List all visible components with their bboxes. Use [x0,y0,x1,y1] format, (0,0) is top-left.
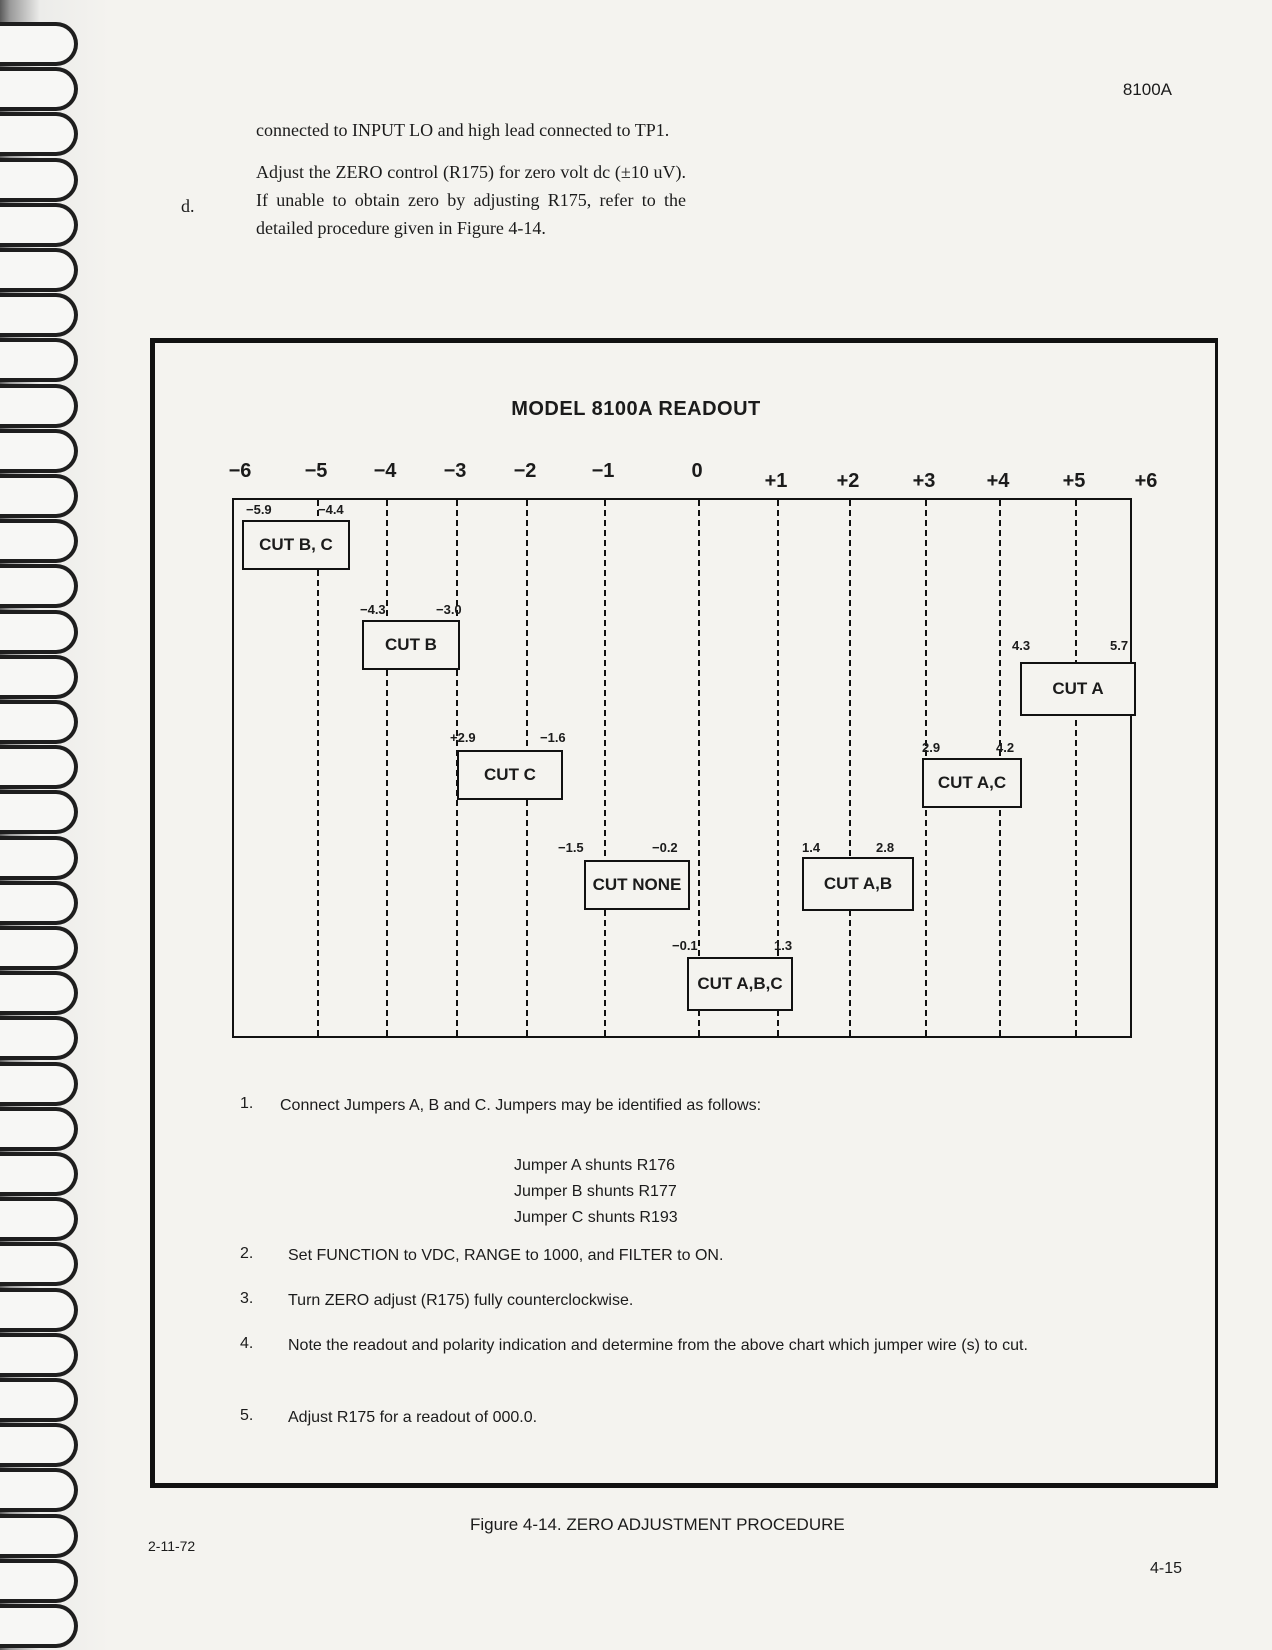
binding-ring [0,293,78,337]
range-start-value: −4.3 [360,602,386,617]
cut-region: CUT A,B [802,857,914,911]
axis-tick-label: +4 [986,470,1010,492]
binding-ring [0,1559,78,1603]
step-text: Turn ZERO adjust (R175) fully counterclockwise. [288,1292,634,1309]
jumper-b: Jumper B shunts R177 [514,1183,677,1200]
readout-title: MODEL 8100A READOUT [511,398,761,420]
binding-ring [0,971,78,1015]
binding-ring [0,700,78,744]
range-start-value: 4.3 [1012,638,1031,653]
binding-ring [0,1288,78,1332]
binding-ring [0,836,78,880]
cut-region: CUT NONE [584,860,690,910]
binding-ring [0,158,78,202]
page-number: 4-15 [1150,1560,1183,1577]
cut-region: CUT A [1020,662,1136,716]
model-number: 8100A [1122,80,1172,99]
axis-tick-label: −1 [591,460,615,482]
grid-line [698,500,700,1036]
step-number: 2. [240,1245,254,1262]
range-end-value: 5.7 [1110,638,1129,653]
axis-tick-label: +2 [836,470,860,492]
range-start-value: 1.4 [802,840,821,855]
footer-date: 2-11-72 [148,1538,196,1554]
binding-ring [0,67,78,111]
step-number: 5. [240,1407,254,1424]
binding-ring [0,1242,78,1286]
readout-axis-ticks [0,460,1272,490]
step-d-label: d. [181,196,195,216]
cut-region: CUT C [457,750,563,800]
binding-ring [0,1333,78,1377]
binding-ring [0,248,78,292]
binding-ring [0,1423,78,1467]
axis-tick-label: +6 [1134,470,1158,492]
binding-ring [0,22,78,66]
range-start-value: −0.1 [672,938,698,953]
binding-ring [0,203,78,247]
range-end-value: 4.2 [996,740,1015,755]
grid-line [777,500,779,1036]
axis-tick-label: −3 [443,460,467,482]
binding-ring [0,1107,78,1151]
binding-ring [0,745,78,789]
range-end-value: −3.0 [436,602,462,617]
readout-chart [232,498,1132,1038]
range-start-value: −5.9 [246,502,272,517]
axis-tick-label: −4 [373,460,397,482]
binding-ring [0,564,78,608]
binding-ring [0,1197,78,1241]
binding-ring [0,610,78,654]
cut-region: CUT B [362,620,460,670]
intro-paragraph [181,116,686,242]
step-number: 3. [240,1290,254,1307]
cut-region: CUT B, C [242,520,350,570]
binding-ring [0,881,78,925]
step-number: 1. [240,1095,254,1112]
grid-line [849,500,851,1036]
binding-ring [0,790,78,834]
axis-tick-label: +3 [912,470,936,492]
jumper-c: Jumper C shunts R193 [514,1209,678,1226]
range-end-value: −4.4 [318,502,344,517]
range-end-value: 1.3 [774,938,793,953]
cut-region: CUT A,C [922,758,1022,808]
range-start-value: −1.5 [558,840,584,855]
grid-line [317,500,319,1036]
figure-caption: Figure 4-14. ZERO ADJUSTMENT PROCEDURE [470,1515,845,1534]
binding-ring [0,1468,78,1512]
binding-ring [0,519,78,563]
range-end-value: −1.6 [540,730,566,745]
binding-ring [0,1514,78,1558]
step-d-text: Adjust the ZERO control (R175) for zero volt dc (±10 uV). If unable to obtain zero by adjusting R175, refer to the detailed procedure given in Figure 4-14. [256,162,686,238]
grid-line [604,500,606,1036]
step-number: 4. [240,1335,254,1352]
binding-ring [0,1062,78,1106]
cut-region: CUT A,B,C [687,957,793,1011]
intro-text: connected to INPUT LO and high lead connected to TP1. [256,120,670,140]
grid-line [1075,500,1077,1036]
axis-tick-label: 0 [691,460,703,482]
axis-tick-label: −2 [513,460,537,482]
binding-ring [0,1378,78,1422]
range-end-value: 2.8 [876,840,895,855]
binding-ring [0,112,78,156]
range-end-value: −0.2 [652,840,678,855]
axis-tick-label: −5 [304,460,328,482]
jumper-a: Jumper A shunts R176 [514,1157,675,1174]
step-text: Connect Jumpers A, B and C. Jumpers may be identified as follows: [280,1097,762,1114]
axis-tick-label: +5 [1062,470,1086,492]
step-text: Set FUNCTION to VDC, RANGE to 1000, and FILTER to ON. [288,1247,724,1264]
binding-ring [0,926,78,970]
step-text: Adjust R175 for a readout of 000.0. [288,1409,538,1426]
binding-ring [0,338,78,382]
step-text: Note the readout and polarity indication and determine from the above chart which jumper wire (s) to cut. [288,1337,1028,1354]
binding-ring [0,1016,78,1060]
axis-tick-label: −6 [228,460,252,482]
grid-line [386,500,388,1036]
binding-ring [0,655,78,699]
range-start-value: +2.9 [450,730,476,745]
binding-ring [0,1604,78,1648]
binding-ring [0,1152,78,1196]
range-start-value: 2.9 [922,740,941,755]
axis-tick-label: +1 [764,470,788,492]
